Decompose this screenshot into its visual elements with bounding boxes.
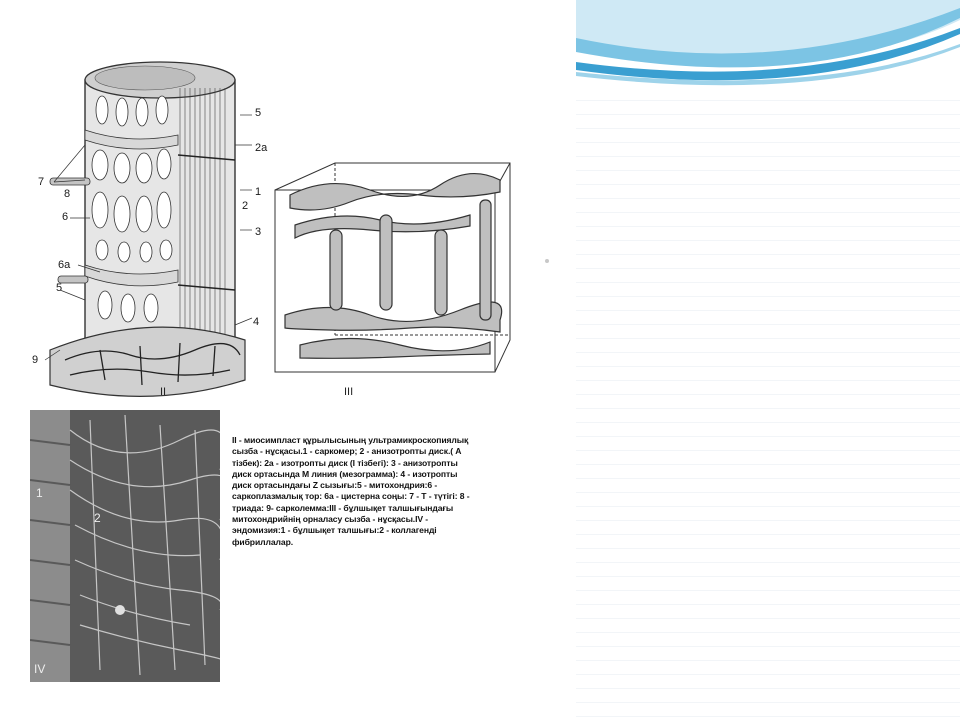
callout-3: 3 — [255, 226, 262, 238]
panel-stripe — [576, 352, 960, 353]
panel-stripe — [576, 646, 960, 647]
panel-stripe — [576, 338, 960, 339]
panel-stripe — [576, 660, 960, 661]
panel-stripe — [576, 590, 960, 591]
panel-stripe — [576, 408, 960, 409]
callout-2a: 2a — [255, 142, 268, 154]
panel-stripe — [576, 324, 960, 325]
panel-stripe — [576, 296, 960, 297]
panel-stripe — [576, 618, 960, 619]
caption-line: саркоплазмалық тор: 6а - цистерна соңы: 7 - Т - түтігі: 8 - — [232, 491, 470, 502]
caption-line: сызба - нұсқасы.1 - саркомер; 2 - анизотропты диск.( А — [232, 446, 462, 457]
panel-stripe — [576, 156, 960, 157]
mitochondria-cube-diagram — [270, 160, 520, 405]
callout-1: 1 — [255, 186, 262, 198]
panel-stripe — [576, 170, 960, 171]
panel-stripe — [576, 254, 960, 255]
callout-6a: 6a — [58, 259, 71, 271]
panel-stripe — [576, 282, 960, 283]
panel-stripe — [576, 128, 960, 129]
muscle-fiber-diagram — [30, 50, 280, 400]
callout-4: 4 — [253, 316, 260, 328]
slide-side-panel — [576, 0, 960, 720]
panel-stripe — [576, 226, 960, 227]
panel-stripe — [576, 548, 960, 549]
panel-stripe — [576, 450, 960, 451]
page-marker-dot — [545, 259, 549, 263]
callout-5-mitochondria: 5 — [255, 107, 262, 119]
figure-III-label: III — [344, 386, 354, 398]
caption-line: диск ортасындағы Z сызығы:5 - митохондрия:6 - — [232, 480, 438, 491]
caption-line: диск ортасында М линия (мезограмма): 4 - изотропты — [232, 468, 458, 479]
caption-line: фибриллалар. — [232, 536, 294, 547]
panel-stripe — [576, 240, 960, 241]
callout-9: 9 — [32, 354, 39, 366]
panel-stripe — [576, 632, 960, 633]
panel-stripe — [576, 716, 960, 717]
caption-line: тізбек): 2a - изотропты диск (I тізбегі): 3 - анизотропты — [232, 457, 458, 468]
panel-stripe — [576, 492, 960, 493]
panel-stripe — [576, 198, 960, 199]
panel-stripe — [576, 380, 960, 381]
panel-stripe — [576, 520, 960, 521]
panel-stripe — [576, 422, 960, 423]
caption-line: II - миосимпласт құрылысының ультрамикроскопиялық — [232, 435, 469, 445]
panel-stripe — [576, 506, 960, 507]
figure-caption — [232, 435, 550, 548]
panel-stripe — [576, 142, 960, 143]
panel-stripe — [576, 268, 960, 269]
figure-IV-callout-2: 2 — [94, 511, 101, 525]
panel-stripe — [576, 604, 960, 605]
caption-line: триада: 9- сарколемма:III - бұлшықет талшығындағы — [232, 502, 454, 513]
panel-stripe — [576, 436, 960, 437]
figure-II-label: II — [160, 386, 167, 398]
callout-2: 2 — [242, 200, 249, 212]
wave-header-decoration — [576, 0, 960, 95]
panel-stripe — [576, 534, 960, 535]
figure-IV-label: IV — [34, 662, 46, 676]
panel-stripe — [576, 184, 960, 185]
caption-line: митохондрийнің орналасу сызба - нұсқасы.IV - — [232, 514, 429, 525]
panel-stripe — [576, 702, 960, 703]
callout-6: 6 — [62, 211, 69, 223]
panel-stripe — [576, 114, 960, 115]
callout-8: 8 — [64, 188, 71, 200]
panel-stripe — [576, 562, 960, 563]
panel-stripe — [576, 212, 960, 213]
caption-line: эндомизия:1 - бұлшықет талшығы:2 - коллагенді — [232, 525, 437, 536]
panel-stripe — [576, 674, 960, 675]
panel-stripe — [576, 310, 960, 311]
panel-stripe — [576, 576, 960, 577]
endomysium-micrograph — [30, 410, 220, 682]
panel-stripe — [576, 464, 960, 465]
panel-stripe — [576, 688, 960, 689]
callout-7: 7 — [38, 176, 45, 188]
panel-stripe — [576, 366, 960, 367]
panel-stripe — [576, 478, 960, 479]
panel-stripe — [576, 100, 960, 101]
panel-stripe — [576, 394, 960, 395]
callout-5-lower: 5 — [56, 282, 63, 294]
figure-IV-callout-1: 1 — [36, 486, 43, 500]
